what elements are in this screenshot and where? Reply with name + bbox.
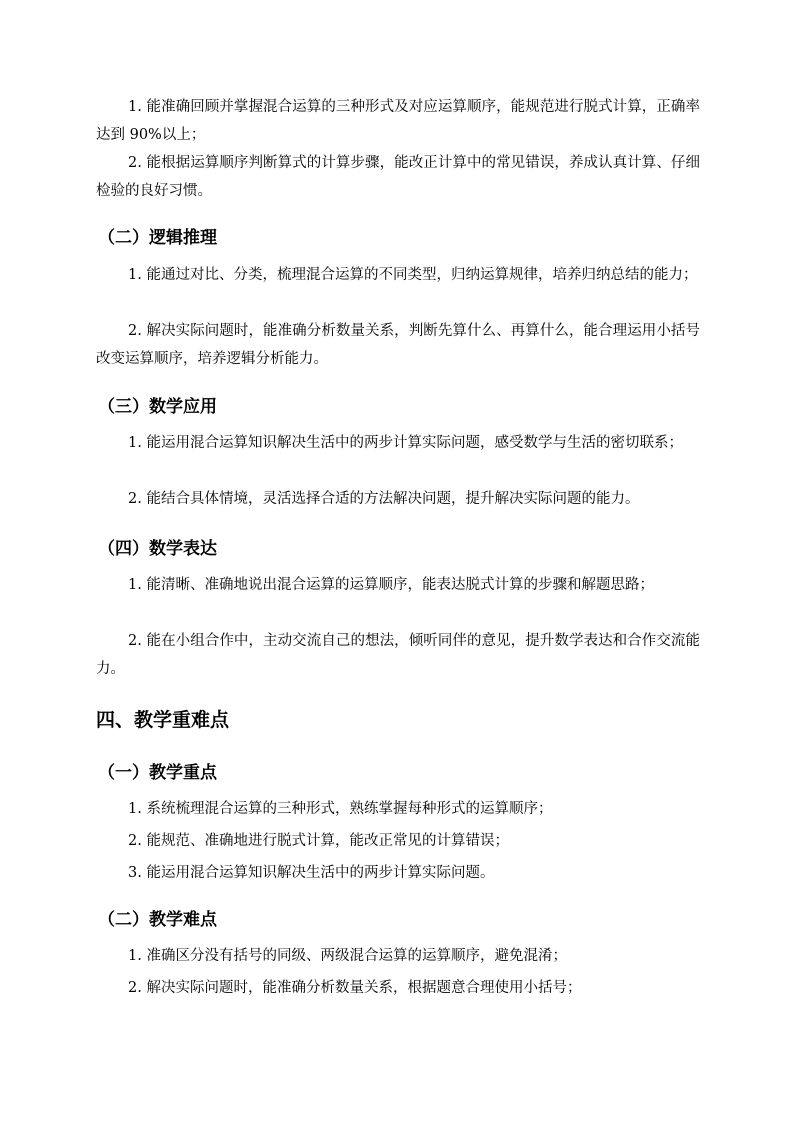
section-heading-application: （三）数学应用 <box>98 397 217 417</box>
key-point-item-1: 1. 系统梳理混合运算的三种形式，熟练掌握每种形式的运算顺序； <box>128 801 553 817</box>
logic-item-2: 2. 解决实际问题时，能准确分析数量关系，判断先算什么、再算什么，能合理运用小括号改变运算顺序，培养逻辑分析能力。 <box>96 323 700 367</box>
key-point-item-2: 2. 能规范、准确地进行脱式计算，能改正常见的计算错误； <box>128 833 509 849</box>
application-item-2: 2. 能结合具体情境，灵活选择合适的方法解决问题，提升解决实际问题的能力。 <box>128 491 640 507</box>
section-heading-difficulties: （二）教学难点 <box>98 910 217 930</box>
expression-item-1: 1. 能清晰、准确地说出混合运算的运算顺序，能表达脱式计算的步骤和解题思路； <box>128 577 654 593</box>
logic-item-1: 1. 能通过对比、分类，梳理混合运算的不同类型，归纳运算规律，培养归纳总结的能力； <box>128 267 698 283</box>
key-point-item-3: 3. 能运用混合运算知识解决生活中的两步计算实际问题。 <box>128 865 495 881</box>
application-item-1: 1. 能运用混合运算知识解决生活中的两步计算实际问题，感受数学与生活的密切联系； <box>128 435 683 451</box>
expression-item-2: 2. 能在小组合作中，主动交流自己的想法，倾听同伴的意见，提升数学表达和合作交流能力。 <box>96 633 700 677</box>
section-heading-4: 四、教学重难点 <box>96 709 230 731</box>
section-heading-key-points: （一）教学重点 <box>98 763 217 783</box>
section-heading-logic: （二）逻辑推理 <box>98 228 217 248</box>
section-heading-expression: （四）数学表达 <box>98 539 217 559</box>
intro-item-2: 2. 能根据运算顺序判断算式的计算步骤，能改正计算中的常见错误，养成认真计算、仔细检验的良好习惯。 <box>96 155 700 199</box>
intro-item-1: 1. 能准确回顾并掌握混合运算的三种形式及对应运算顺序，能规范进行脱式计算，正确率达到 90%以上； <box>96 99 700 143</box>
difficulty-item-1: 1. 准确区分没有括号的同级、两级混合运算的运算顺序，避免混淆； <box>128 948 567 964</box>
difficulty-item-2: 2. 解决实际问题时，能准确分析数量关系，根据题意合理使用小括号； <box>128 980 582 996</box>
